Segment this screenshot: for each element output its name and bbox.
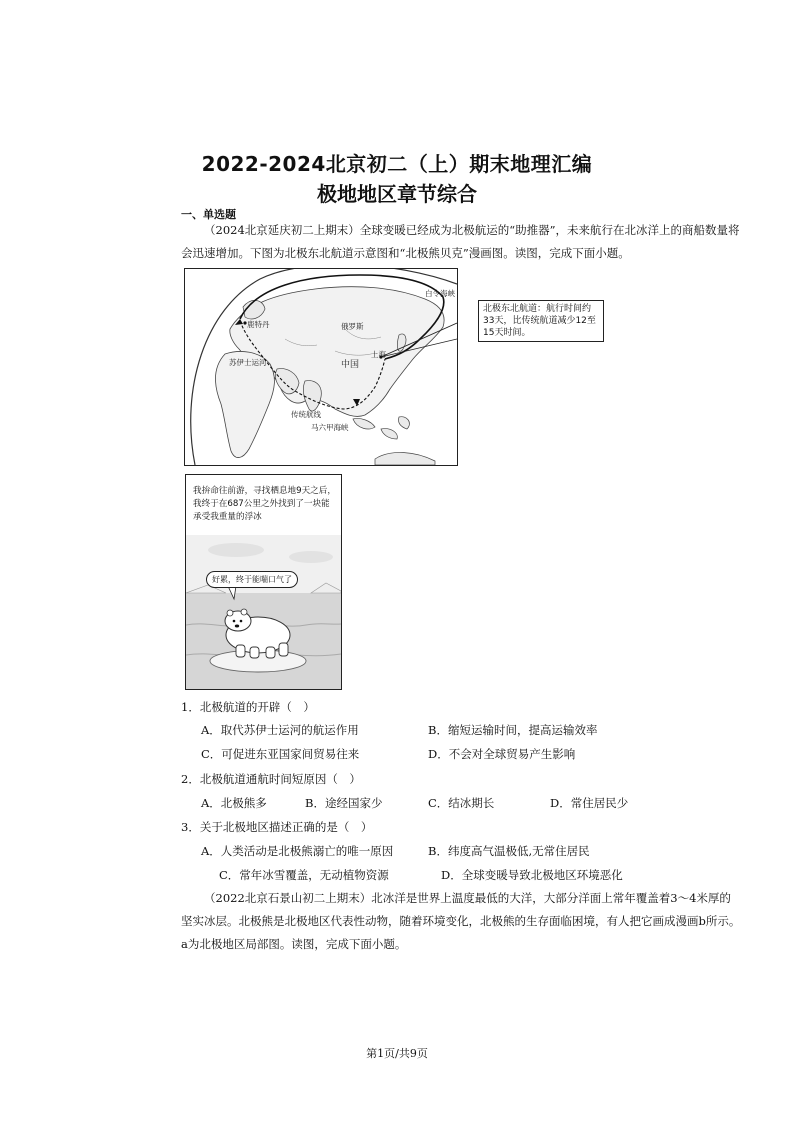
map-label-shanghai: 上海: [371, 350, 386, 359]
question-2-option-d: D．常住居民少: [550, 796, 629, 810]
map-label-malacca: 马六甲海峡: [311, 423, 349, 432]
question-1-option-b: B．缩短运输时间，提高运输效率: [428, 723, 598, 737]
document-title: 2022-2024北京初二（上）期末地理汇编: [201, 152, 593, 176]
question-3-option-c: C．常年冰雪覆盖，无动植物资源: [219, 868, 389, 882]
map-label-rotterdam: 鹿特丹: [247, 320, 270, 329]
question-2-stem: 2．北极航道通航时间短原因（ ）: [181, 772, 361, 786]
question-1-option-c: C．可促进东亚国家间贸易往来: [201, 747, 360, 761]
map-label-traditional-route: 传统航线: [291, 410, 321, 419]
question-2-option-a: A．北极熊多: [201, 796, 267, 810]
comic-caption: 我拚命往前游，寻找栖息地9天之后，我终于在687公里之外找到了一块能承受我重量的浮冰: [193, 486, 336, 522]
question-3-option-d: D．全球变暖导致北极地区环境恶化: [441, 868, 623, 882]
map-label-china: 中国: [341, 360, 360, 370]
map-label-russia: 俄罗斯: [341, 322, 364, 331]
polar-bear-comic: [185, 474, 342, 690]
map-callout: 北极东北航道：航行时间约33天，比传统航道减少12至15天时间。: [478, 300, 604, 342]
question-3-option-b: B．纬度高气温极低,无常住居民: [428, 844, 590, 858]
world-map-drawing: [185, 269, 457, 465]
page-number: 第1页/共9页: [366, 1047, 428, 1060]
arctic-route-map: [184, 268, 458, 466]
question-1-option-d: D．不会对全球贸易产生影响: [428, 747, 576, 761]
question-2-option-c: C．结冰期长: [428, 796, 495, 810]
intro-paragraph: （2024北京延庆初二上期末）全球变暖已经成为北极航运的“助推器”，未来航行在北冰洋上的商船数量将会迅速增加。下图为北极东北航道示意图和“北极熊贝克”漫画图。读图，完成下面小题。: [181, 223, 740, 260]
question-3-stem: 3．关于北极地区描述正确的是（ ）: [181, 820, 373, 834]
intro2-paragraph: （2022北京石景山初二上期末）北冰洋是世界上温度最低的大洋，大部分洋面上常年覆盖着3～4米厚的坚实冰层。北极熊是北极地区代表性动物，随着环境变化，北极熊的生存面临困境，有人把它画成漫画b所示。a为北极地区局部图。读图，完成下面小题。: [181, 891, 741, 951]
document-subtitle: 极地地区章节综合: [317, 182, 477, 206]
question-1-option-a: A．取代苏伊士运河的航运作用: [201, 723, 359, 737]
question-1-stem: 1．北极航道的开辟（ ）: [181, 700, 315, 714]
section-heading: 一、单选题: [181, 208, 236, 221]
comic-speech-bubble: 好累，终于能喘口气了: [206, 571, 298, 588]
question-3-option-a: A．人类活动是北极熊溺亡的唯一原因: [201, 844, 394, 858]
map-label-bering: 白令海峡: [425, 289, 455, 298]
map-label-suez: 苏伊士运河: [229, 358, 267, 367]
question-2-option-b: B．途经国家少: [305, 796, 383, 810]
